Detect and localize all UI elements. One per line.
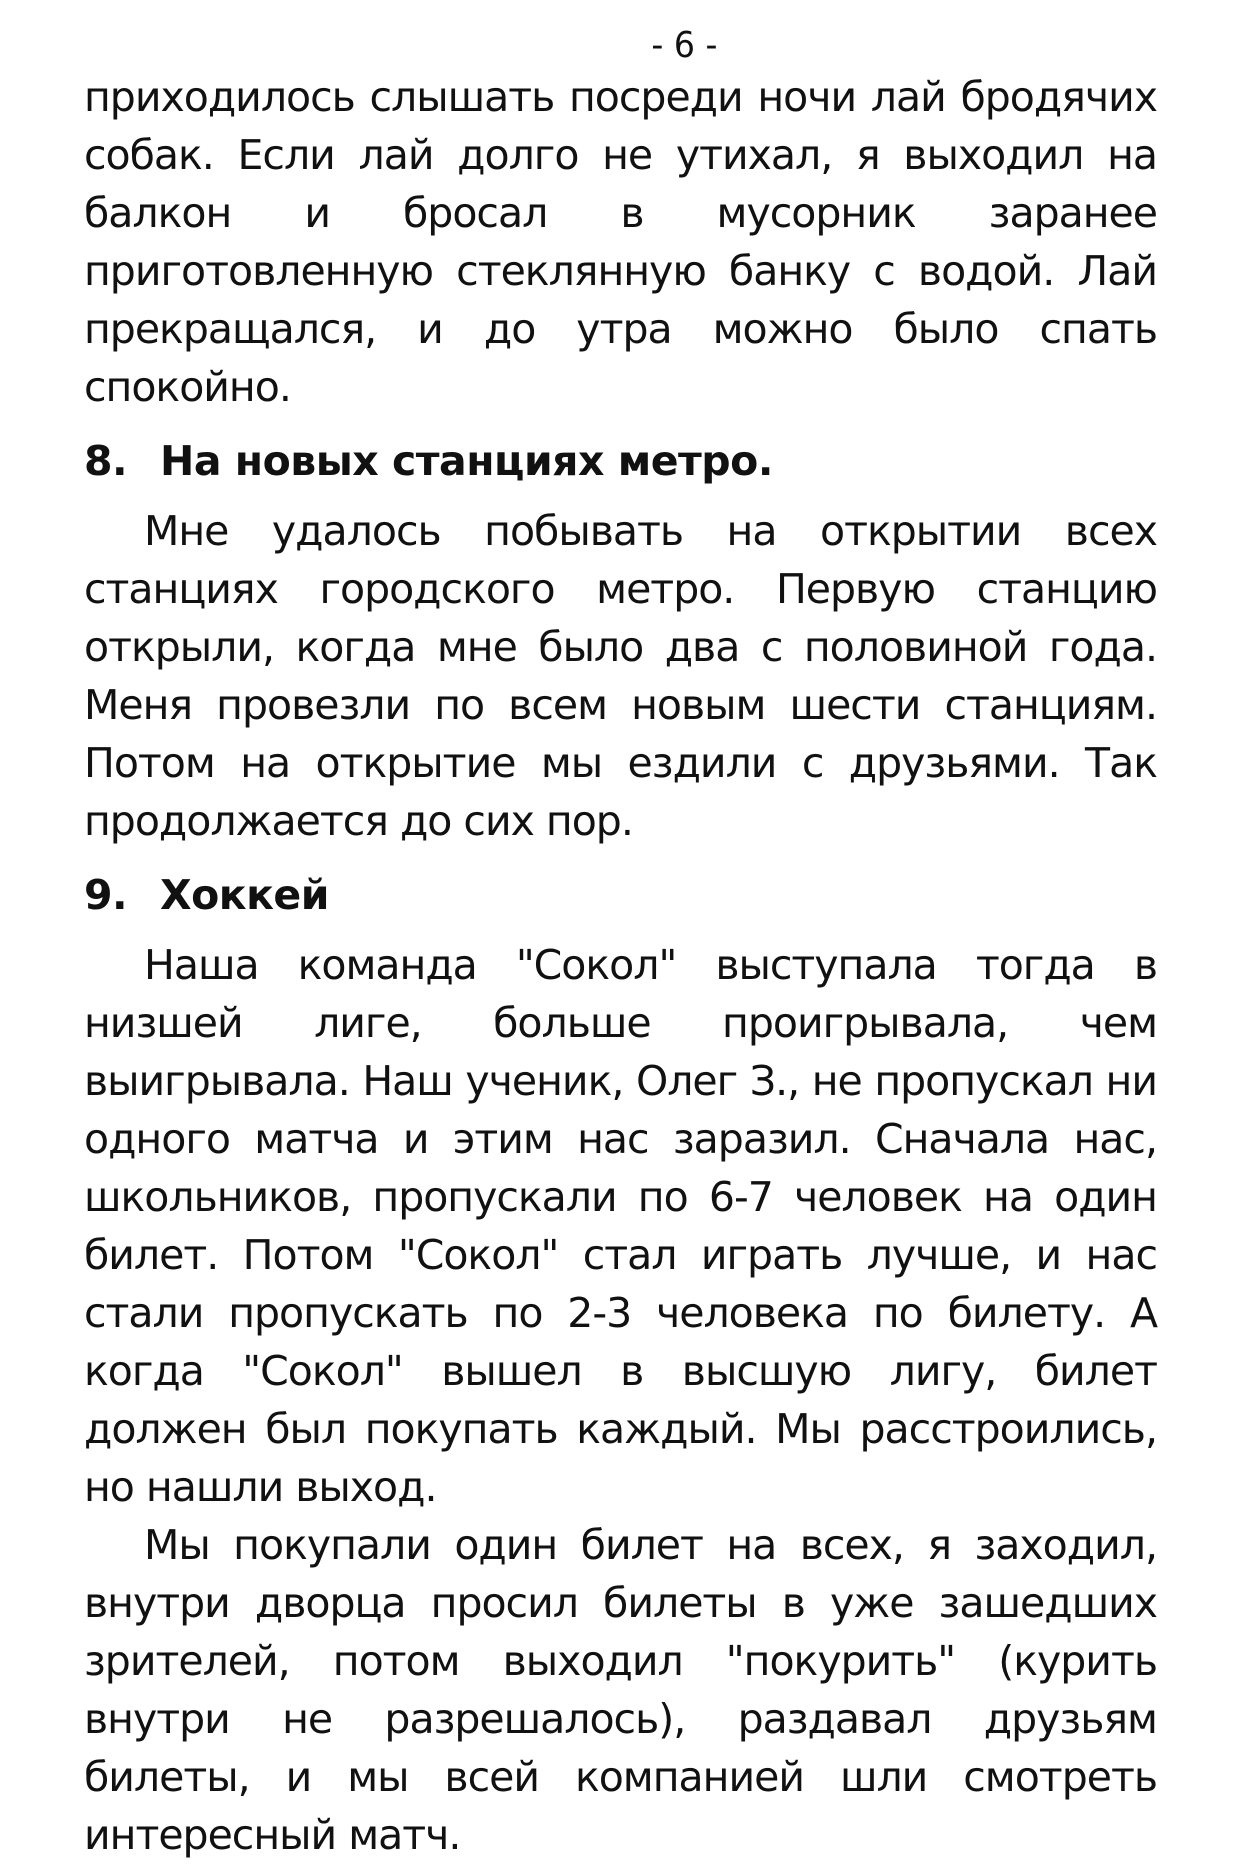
section-9-paragraph-2: Мы покупали один билет на всех, я заходил, внутри дворца просил билеты в уже зашедших зрителей, потом выходил "покурить" (курить внутри не разрешалось), раздавал друзьям билеты, и мы всей компанией шли смотреть интересный матч. xyxy=(84,1521,1157,1859)
section-9-heading xyxy=(84,866,1157,924)
page-number: - 6 - xyxy=(651,25,718,66)
section-8-paragraph: Мне удалось побывать на открытии всех станциях городского метро. Первую станцию открыли, когда мне было два с половиной года. Меня провезли по всем новым шести станциям. Потом на открытие мы ездили с друзьями. Так продолжается до сих пор. xyxy=(84,507,1157,845)
section-9-title: Хоккей xyxy=(160,871,329,919)
section-9-paragraph-1: Наша команда "Сокол" выступала тогда в низшей лиге, больше проигрывала, чем выигрывала. Наш ученик, Олег З., не пропускал ни одного матча и этим нас заразил. Сначала нас, школьников, пропускали по 6-7 человек на один билет. Потом "Сокол" стал играть лучше, и нас стали пропускать по 2-3 человека по билету. А когда "Сокол" вышел в высшую лигу, билет должен был покупать каждый. Мы расстроились, но нашли выход. xyxy=(84,941,1157,1511)
intro-paragraph: приходилось слышать посреди ночи лай бродячих собак. Если лай долго не утихал, я выходил на балкон и бросал в мусорник заранее приготовленную стеклянную банку с водой. Лай прекращался, и до утра можно было спать спокойно. xyxy=(84,73,1157,411)
section-8-number: 8. xyxy=(84,437,128,485)
section-gap xyxy=(84,850,1157,858)
section-8-title: На новых станциях метро. xyxy=(160,437,773,485)
document-page xyxy=(84,24,1157,1864)
section-gap xyxy=(84,416,1157,424)
section-9-number: 9. xyxy=(84,871,128,919)
section-8-heading xyxy=(84,432,1157,490)
